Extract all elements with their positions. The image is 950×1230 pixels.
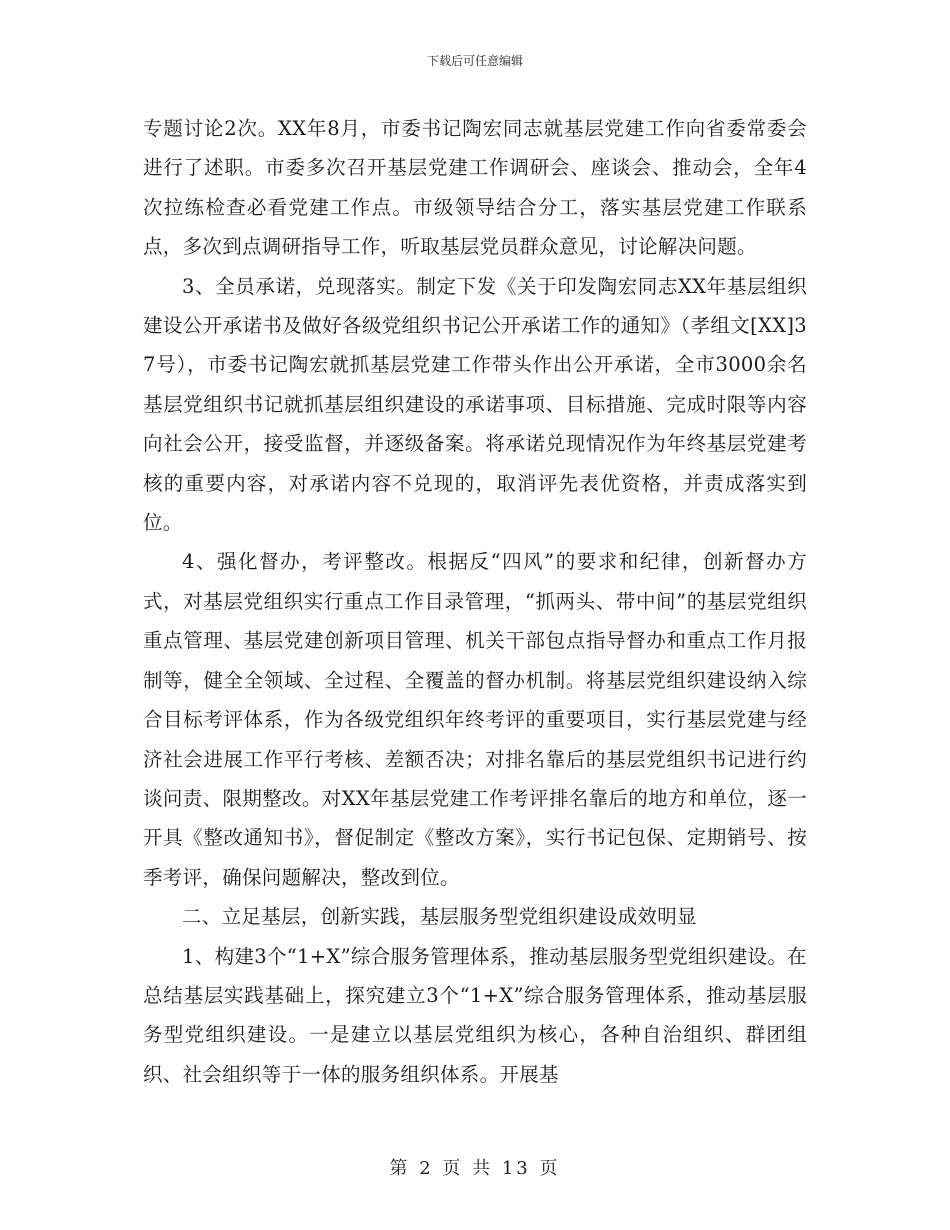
page-header: 下载后可任意编辑 <box>426 54 523 68</box>
paragraph: 专题讨论2次。XX年8月，市委书记陶宏同志就基层党建工作向省委常委会进行了述职。市委多次召开基层党建工作调研会、座谈会、推动会，全年4次拉练检查必看党建工作点。市级领导结合分工，落实基层党建工作联系点，多次到点调研指导工作，听取基层党员群众意见，讨论解决问题。 <box>143 117 807 259</box>
page-number: 第 2 页 共 13 页 <box>389 1158 561 1179</box>
paragraph: 1、构建3个“1+X”综合服务管理体系，推动基层服务型党组织建设。在总结基层实践基础上，探究建立3个“1+X”综合服务管理体系，推动基层服务型党组织建设。一是建立以基层党组织为核心，各种自治组织、群团组织、社会组织等于一体的服务组织体系。开展基 <box>143 944 807 1086</box>
document-body <box>143 109 807 1094</box>
paragraph: 3、全员承诺，兑现落实。制定下发《关于印发陶宏同志XX年基层组织建设公开承诺书及做好各级党组织书记公开承诺工作的通知》（孝组文[XX]37号），市委书记陶宏就抓基层党建工作带头作出公开承诺，全市3000余名基层党组织书记就抓基层组织建设的承诺事项、目标措施、完成时限等内容向社会公开，接受监督，并逐级备案。将承诺兑现情况作为年终基层党建考核的重要内容，对承诺内容不兑现的，取消评先表优资格，并责成落实到位。 <box>143 274 807 535</box>
paragraph: 4、强化督办，考评整改。根据反“四风”的要求和纪律，创新督办方式，对基层党组织实行重点工作目录管理，“抓两头、带中间”的基层党组织重点管理、基层党建创新项目管理、机关干部包点指导督办和重点工作月报制等，健全全领域、全过程、全覆盖的督办机制。将基层党组织建设纳入综合目标考评体系，作为各级党组织年终考评的重要项目，实行基层党建与经济社会进展工作平行考核、差额否决；对排名靠后的基层党组织书记进行约谈问责、限期整改。对XX年基层党建工作考评排名靠后的地方和单位，逐一开具《整改通知书》，督促制定《整改方案》，实行书记包保、定期销号、按季考评，确保问题解决，整改到位。 <box>143 550 807 889</box>
section-heading: 二、立足基层，创新实践，基层服务型党组织建设成效明显 <box>182 905 697 929</box>
